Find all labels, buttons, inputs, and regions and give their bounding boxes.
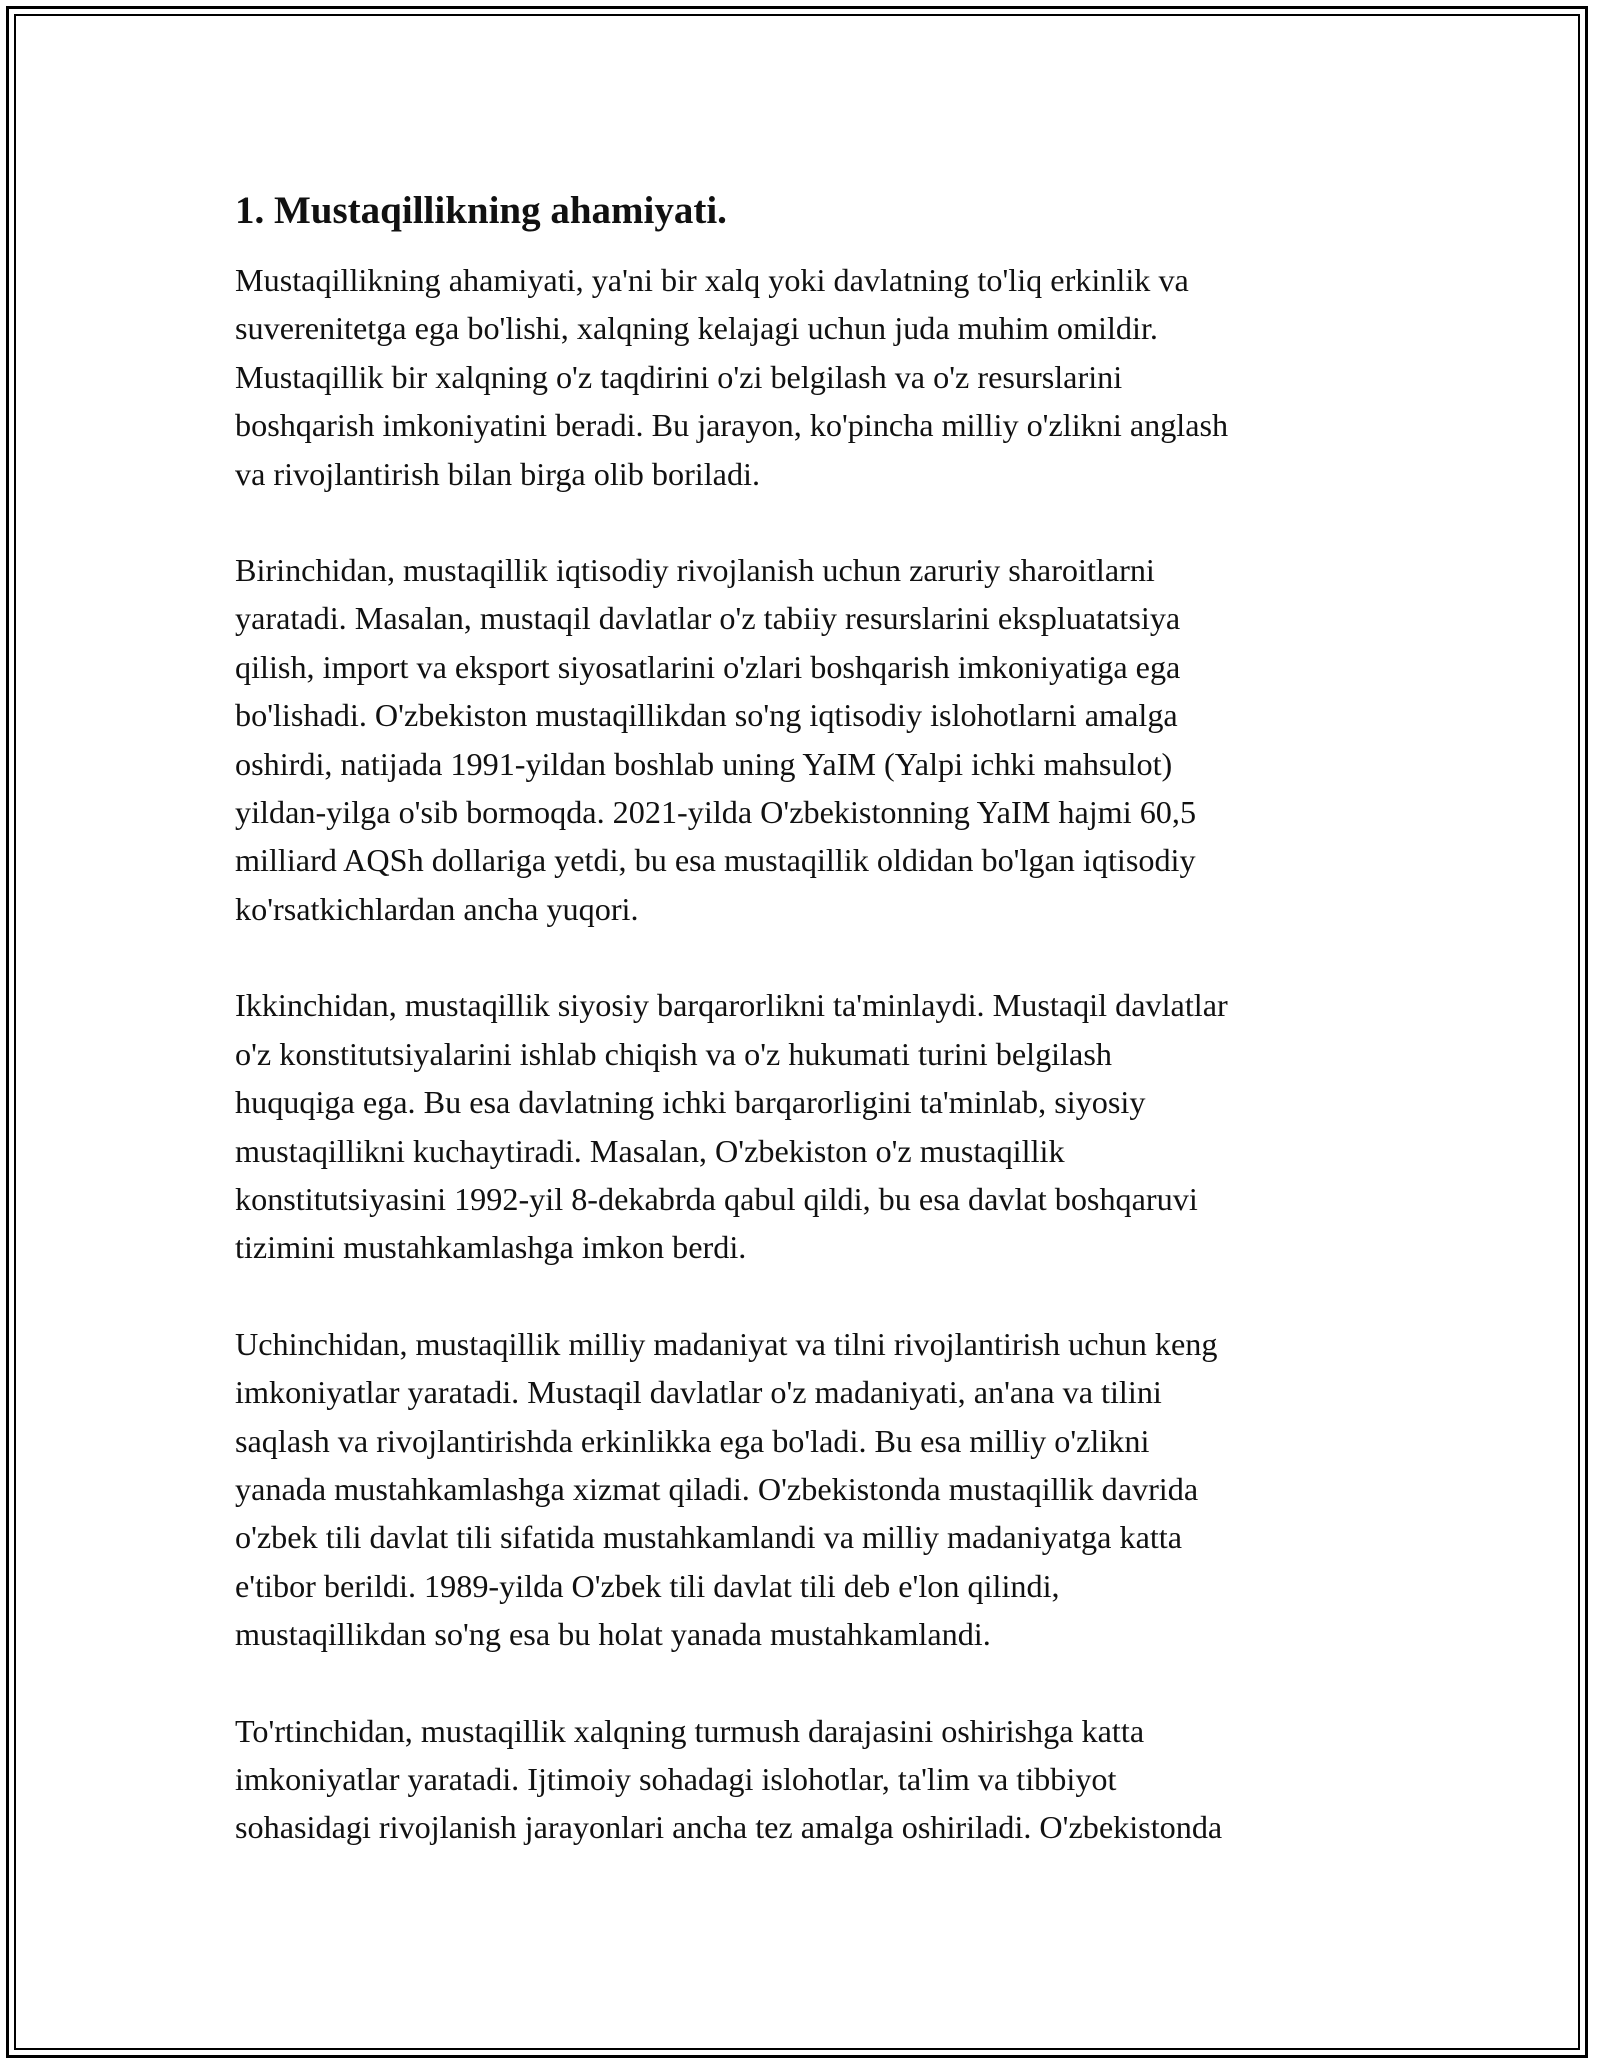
text-line: huquqiga ega. Bu esa davlatning ichki barqarorligini ta'minlab, siyosiy [235,1084,1146,1121]
text-line: va rivojlantirish bilan birga olib boriladi. [235,455,761,492]
text-line: boshqarish imkoniyatini beradi. Bu jarayon, ko'pincha milliy o'zlikni anglash [235,407,1229,444]
text-line: qilish, import va eksport siyosatlarini o'zlari boshqarish imkoniyatiga ega [235,648,1181,685]
paragraph-intro [235,256,1375,498]
text-line: sohasidagi rivojlanish jarayonlari ancha tez amalga oshiriladi. O'zbekistonda [235,1809,1223,1846]
text-line: ko'rsatkichlardan ancha yuqori. [235,890,639,927]
text-line: imkoniyatlar yaratadi. Ijtimoiy sohadagi islohotlar, ta'lim va tibbiyot [235,1760,1117,1797]
text-line: milliard AQSh dollariga yetdi, bu esa mustaqillik oldidan bo'lgan iqtisodiy [235,842,1196,879]
text-line: saqlash va rivojlantirishda erkinlikka ega bo'ladi. Bu esa milliy o'zlikni [235,1422,1150,1459]
text-line: yaratadi. Masalan, mustaqil davlatlar o'z tabiiy resurslarini ekspluatatsiya [235,600,1181,637]
text-line: mustaqillikni kuchaytiradi. Masalan, O'zbekiston o'z mustaqillik [235,1132,1065,1169]
section-heading: 1. Mustaqillikning ahamiyati. [235,189,727,232]
text-line: o'z konstitutsiyalarini ishlab chiqish va o'z hukumati turini belgilash [235,1035,1112,1072]
text-line: Mustaqillik bir xalqning o'z taqdirini o'zi belgilash va o'z resurslarini [235,358,1123,395]
paragraph-fourth [235,1707,1375,1852]
text-line: suverenitetga ega bo'lishi, xalqning kelajagi uchun juda muhim omildir. [235,310,1158,347]
text-line: mustaqillikdan so'ng esa bu holat yanada mustahkamlandi. [235,1616,991,1653]
text-line: e'tibor berildi. 1989-yilda O'zbek tili davlat tili deb e'lon qilindi, [235,1567,1060,1604]
text-line: bo'lishadi. O'zbekiston mustaqillikdan so'ng iqtisodiy islohotlarni amalga [235,697,1178,734]
text-line: tizimini mustahkamlashga imkon berdi. [235,1229,747,1266]
text-line: imkoniyatlar yaratadi. Mustaqil davlatlar o'z madaniyati, an'ana va tilini [235,1374,1162,1411]
text-line: Birinchidan, mustaqillik iqtisodiy rivojlanish uchun zaruriy sharoitlarni [235,552,1155,589]
text-line: konstitutsiyasini 1992-yil 8-dekabrda qabul qildi, bu esa davlat boshqaruvi [235,1180,1198,1217]
text-line: o'zbek tili davlat tili sifatida mustahkamlandi va milliy madaniyatga katta [235,1519,1183,1556]
text-line: Ikkinchidan, mustaqillik siyosiy barqarorlikni ta'minlaydi. Mustaqil davlatlar [235,987,1228,1024]
text-line: oshirdi, natijada 1991-yildan boshlab uning YaIM (Yalpi ichki mahsulot) [235,745,1173,782]
document-body [235,188,1375,1900]
text-line: To'rtinchidan, mustaqillik xalqning turmush darajasini oshirishga katta [235,1712,1145,1749]
paragraph-third [235,1320,1375,1659]
paragraph-second [235,981,1375,1271]
text-line: yanada mustahkamlashga xizmat qiladi. O'zbekistonda mustaqillik davrida [235,1470,1199,1507]
paragraph-first [235,546,1375,933]
text-line: yildan-yilga o'sib bormoqda. 2021-yilda O'zbekistonning YaIM hajmi 60,5 [235,794,1197,831]
text-line: Uchinchidan, mustaqillik milliy madaniyat va tilni rivojlantirish uchun keng [235,1325,1218,1362]
text-line: Mustaqillikning ahamiyati, ya'ni bir xalq yoki davlatning to'liq erkinlik va [235,262,1189,298]
